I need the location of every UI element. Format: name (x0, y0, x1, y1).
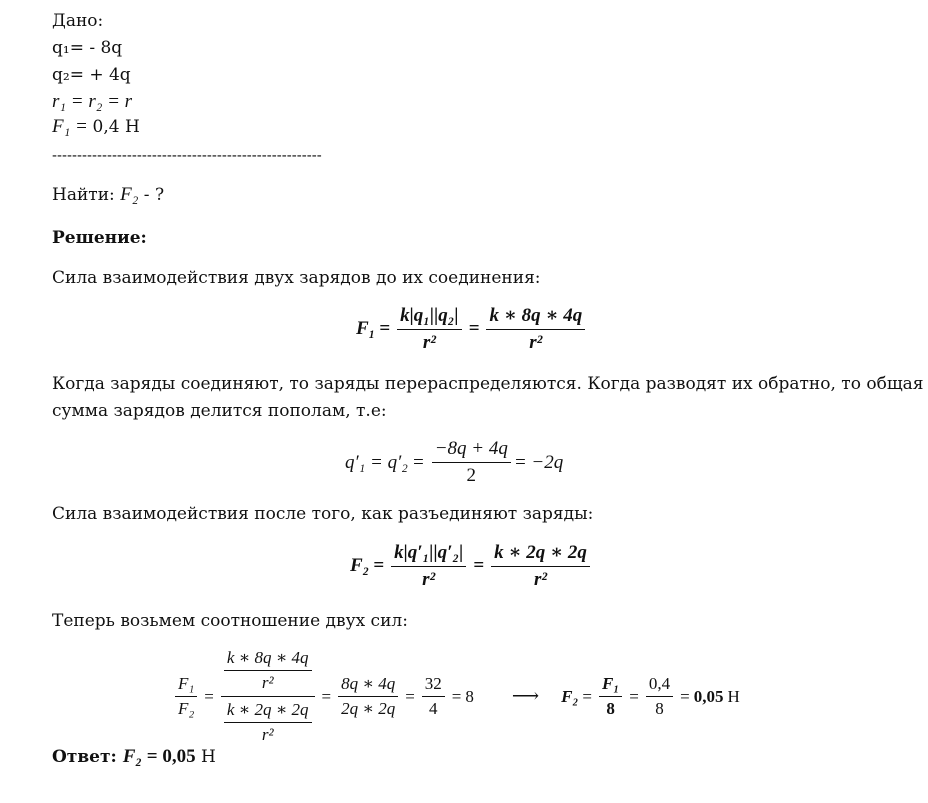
eq4-ratio-value: 8 (465, 686, 474, 706)
answer-eq-sign: = (142, 746, 163, 767)
eq4-f2-lhs: F₂ (561, 686, 579, 706)
eq3-lhs: F₂ (350, 555, 370, 576)
eq3-den1: r² (422, 568, 436, 590)
eq4-v-den: 8 (655, 699, 664, 718)
eq4-result: 0,05 (693, 686, 724, 706)
eq3-fraction-1 (391, 542, 466, 591)
eq4-r-den: 4 (429, 699, 438, 718)
equation-f1: F₁ = $\frac{\text{k|q₁||q₂|}}{\text{r²}}$ = $\frac{k ∗ 8q ∗ 4q}{\text{r²}}$ (356, 304, 588, 354)
find-target: F₂ (120, 184, 139, 205)
eq4-f1-over-f2 (175, 674, 197, 719)
eq4-f1: F₁ (175, 674, 197, 697)
eq3-fraction-2 (491, 541, 590, 591)
solution-heading: Решение: (52, 228, 147, 248)
equation-ratio: $\frac{\text{F₁}}{\text{F₂}}$ = $\frac{\frac{k ∗ 8q ∗ 4q}{\text{r²}}}{\frac{k ∗ 2q ∗ 2q}{\text{r²}}}$ = $\frac{8q ∗ 4q}{2q ∗ 2q}$ = $\frac{32}{4}$ = 8 ⟶ F₂ = $\frac{\text{F₁}}{8}$ = $\frac{0,4}{8}$ = 0,05 Н (172, 648, 740, 745)
paragraph-2-line-1: Когда заряды соединяют, то заряды перераспределяются. Когда разводят их обратно, то общая (52, 374, 924, 394)
eq4-number-fraction (422, 674, 445, 719)
eq4-over-8: 8 (606, 699, 615, 718)
answer-line (52, 746, 216, 768)
given-f1-lhs: F₁ = (52, 116, 93, 137)
eq4-compound-fraction (221, 648, 315, 745)
eq1-den1: r² (422, 331, 436, 353)
eq4-big-num-num: k ∗ 8q ∗ 4q (224, 648, 312, 671)
eq3-den2: r² (533, 569, 548, 590)
equation-f2: F₂ = $\frac{\text{k|q′₁||q′₂|}}{\text{r²}}$ = $\frac{k ∗ 2q ∗ 2q}{\text{r²}}$ (350, 541, 593, 591)
paragraph-1: Сила взаимодействия двух зарядов до их соединения: (52, 268, 541, 288)
given-q1: q₁= - 8q (52, 38, 123, 58)
eq4-v-num: 0,4 (646, 674, 673, 697)
find-suffix: - ? (138, 185, 165, 205)
eq1-num2: k ∗ 8q ∗ 4q (486, 304, 585, 330)
given-r-equality: r₁ = r₂ = r (52, 91, 133, 112)
eq4-value-fraction (646, 674, 673, 719)
eq4-f2: F₂ (178, 699, 195, 718)
eq3-num1: k|q′₁||q′₂| (391, 542, 466, 567)
paragraph-3: Сила взаимодействия после того, как разъединяют заряды: (52, 504, 594, 524)
eq4-big-den-num: k ∗ 2q ∗ 2q (224, 700, 312, 723)
paragraph-2-line-2: сумма зарядов делится пополам, т.е: (52, 401, 387, 421)
eq4-mid-num: 8q ∗ 4q (338, 674, 398, 697)
find-label: Найти: (52, 185, 121, 205)
eq2-fraction (432, 438, 511, 487)
eq4-mid-den: 2q ∗ 2q (341, 699, 396, 718)
eq2-lhs: q′₁ = q′₂ (345, 451, 408, 473)
eq2-rhs: = −2q (513, 451, 564, 473)
eq4-mid-fraction (338, 674, 398, 719)
paragraph-4: Теперь возьмем соотношение двух сил: (52, 611, 408, 631)
answer-unit: Н (195, 747, 216, 767)
given-f1-value: 0,4 Н (92, 117, 140, 137)
eq2-num: −8q + 4q (432, 438, 511, 463)
eq4-r-num: 32 (422, 674, 445, 697)
given-label: Дано: (52, 11, 104, 31)
answer-value: 0,05 (162, 746, 196, 767)
equation-charge-split: q′₁ = q′₂ = $\frac{-8q + 4q}{2}$ = −2q (345, 438, 564, 486)
eq4-f1-over: F₁ (599, 674, 622, 697)
eq4-f1-over-8 (599, 674, 622, 719)
eq4-big-num-den: r² (261, 673, 274, 692)
given-q2: q₂= + 4q (52, 65, 131, 85)
separator-line: ------------------------------------------------------ (52, 147, 322, 164)
find-line (52, 184, 164, 206)
eq4-big-den-den: r² (261, 725, 274, 744)
eq1-num1: k|q₁||q₂| (397, 305, 461, 330)
eq1-lhs: F₁ (356, 318, 376, 339)
answer-lhs: F₂ (122, 746, 142, 767)
eq3-num2: k ∗ 2q ∗ 2q (491, 541, 590, 567)
eq1-fraction-1 (397, 305, 461, 354)
eq2-den: 2 (466, 465, 477, 486)
eq4-unit: Н (727, 686, 740, 706)
eq1-fraction-2 (486, 304, 585, 354)
arrow-icon: ⟶ (511, 686, 540, 707)
eq1-den2: r² (529, 332, 543, 353)
answer-label: Ответ: (52, 747, 123, 767)
given-f1 (52, 116, 140, 138)
